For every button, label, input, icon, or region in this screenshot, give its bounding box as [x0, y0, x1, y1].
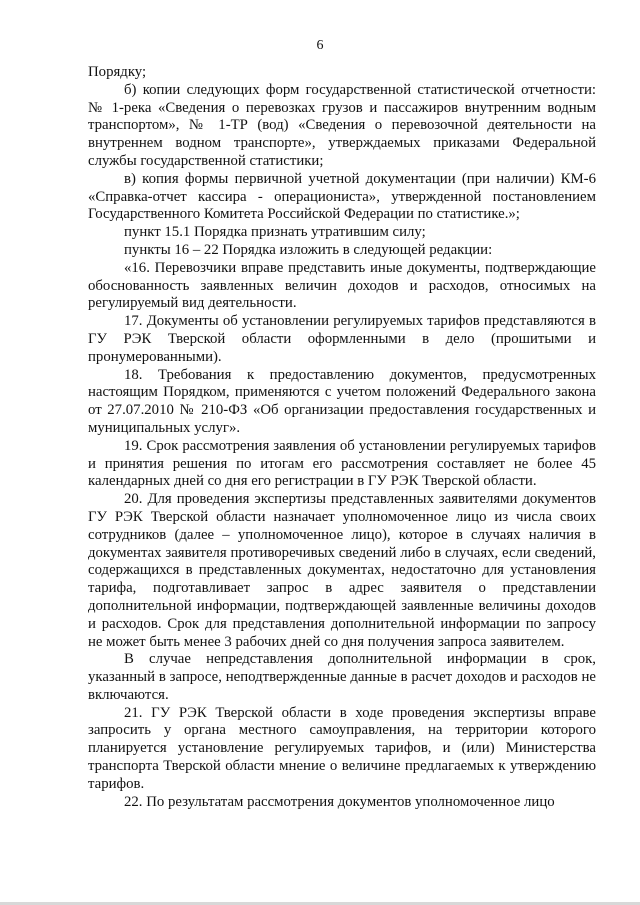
- paragraph-items-16-22: пункты 16 – 22 Порядка изложить в следующей редакции:: [124, 241, 493, 258]
- paragraph-v: в) копия формы первичной учетной документации (при наличии) КМ-6 «Справка-отчет кассира - операциониста», утвержденной постановлением Государственного Комитета Российской Федерации по статистике.»;: [88, 170, 596, 223]
- paragraph-continuation: Порядку;: [88, 64, 147, 80]
- paragraph-22: 22. По результатам рассмотрения документов уполномоченное лицо: [124, 793, 555, 810]
- paragraph-b: б) копии следующих форм государственной статистической отчетности: № 1-река «Сведения о перевозках грузов и пассажиров внутренним водным транспортом», № 1-ТР (вод) «Сведения о перевозочной деятельности на внутреннем водном транспорте», утверждаемых приказами Федеральной службы государственной статистики;: [88, 81, 596, 169]
- document-body: [88, 64, 596, 811]
- paragraph-19: 19. Срок рассмотрения заявления об установлении регулируемых тарифов и принятия решения по итогам его рассмотрения составляет не более 45 календарных дней со дня его регистрации в ГУ РЭК Тверской области.: [88, 437, 596, 490]
- paragraph-item-15-1: пункт 15.1 Порядка признать утратившим силу;: [124, 224, 426, 241]
- paragraph-20: 20. Для проведения экспертизы представленных заявителями документов ГУ РЭК Тверской области назначает уполномоченное лицо из числа своих сотрудников (далее – уполномоченное лицо), которое в случаях наличия в документах заявителя противоречивых сведений либо в случаях, если сведений, содержащихся в представленных документах, недостаточно для установления тарифа, подготавливает запрос в адрес заявителя о представлении дополнительной информации, подтверждающей заявленные величины доходов и расходов. Срок для представления дополнительной информации по запросу не может быть менее 3 рабочих дней со дня получения запроса заявителем.: [88, 491, 596, 650]
- paragraph-18: 18. Требования к предоставлению документов, предусмотренных настоящим Порядком, применяются с учетом положений Федерального закона от 27.07.2010 № 210-ФЗ «Об организации предоставления государственных и муниципальных услуг».: [88, 366, 596, 436]
- paragraph-16: «16. Перевозчики вправе представить иные документы, подтверждающие обоснованность заявленных величин доходов и расходов, относимых на регулируемый вид деятельности.: [88, 259, 596, 312]
- paragraph-17: 17. Документы об установлении регулируемых тарифов представляются в ГУ РЭК Тверской области оформленными в дело (прошитыми и пронумерованными).: [88, 313, 596, 365]
- page-number: 6: [316, 38, 324, 53]
- paragraph-20-addition: В случае непредставления дополнительной информации в срок, указанный в запросе, неподтвержденные данные в расчет доходов и расходов не включаются.: [88, 651, 596, 703]
- paragraph-21: 21. ГУ РЭК Тверской области в ходе проведения экспертизы вправе запросить у органа местного самоуправления, на территории которого планируется установление регулируемых тарифов, и (или) Министерства транспорта Тверской области мнение о величине предлагаемых к утверждению тарифов.: [88, 704, 596, 792]
